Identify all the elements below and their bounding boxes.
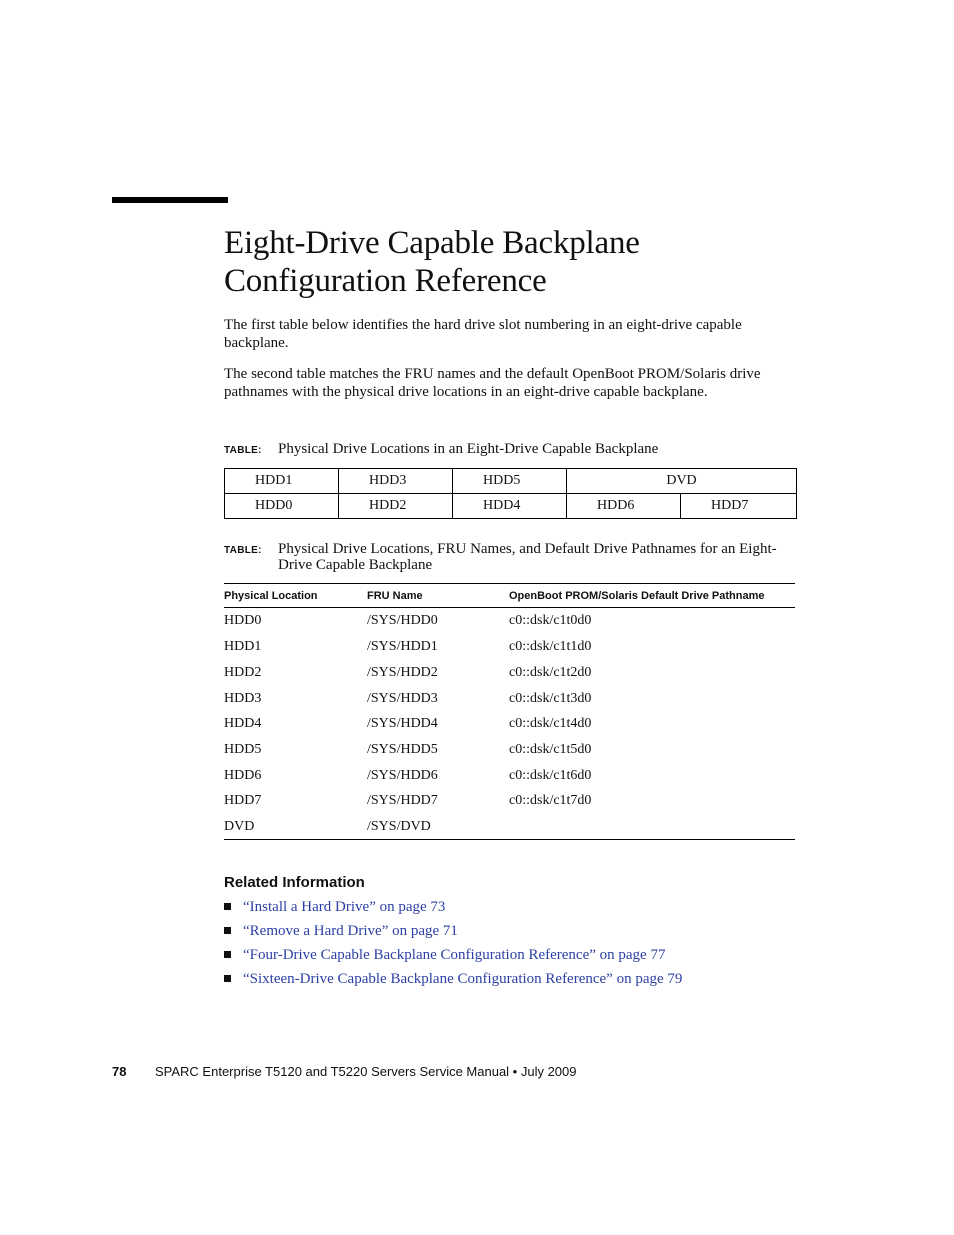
slot-cell: HDD7 — [681, 494, 797, 519]
table-row — [224, 613, 795, 638]
slot-cell: HDD6 — [567, 494, 681, 519]
cell-pathname: c0::dsk/c1t0d0 — [509, 613, 592, 628]
square-bullet-icon — [224, 975, 231, 982]
cell-fru-name: /SYS/HDD7 — [367, 793, 438, 808]
slot-cell: HDD1 — [225, 469, 339, 494]
page-number: 78 — [112, 1064, 127, 1079]
cell-location: HDD3 — [224, 691, 262, 706]
drive-slot-row-bottom — [225, 494, 797, 519]
cell-pathname: c0::dsk/c1t6d0 — [509, 768, 592, 783]
cell-location: HDD4 — [224, 716, 262, 731]
drive-slot-table — [224, 468, 797, 519]
table1-caption-tag: TABLE: — [224, 445, 262, 456]
link-install-hard-drive[interactable]: “Install a Hard Drive” on page 73 — [243, 899, 446, 915]
header-pathname: OpenBoot PROM/Solaris Default Drive Pathname — [509, 590, 765, 602]
table-top-rule — [224, 583, 795, 584]
table1-caption-text: Physical Drive Locations in an Eight-Drive Capable Backplane — [278, 441, 659, 457]
header-fru-name: FRU Name — [367, 590, 423, 602]
cell-fru-name: /SYS/HDD5 — [367, 742, 438, 757]
cell-pathname: c0::dsk/c1t4d0 — [509, 716, 592, 731]
cell-pathname: c0::dsk/c1t7d0 — [509, 793, 592, 808]
table-row — [224, 768, 795, 793]
slot-cell: HDD2 — [339, 494, 453, 519]
slot-cell: HDD5 — [453, 469, 567, 494]
table2-caption-tag: TABLE: — [224, 545, 262, 556]
header-physical-location: Physical Location — [224, 590, 318, 602]
cell-fru-name: /SYS/HDD3 — [367, 691, 438, 706]
link-remove-hard-drive[interactable]: “Remove a Hard Drive” on page 71 — [243, 923, 458, 939]
footer-text: SPARC Enterprise T5120 and T5220 Servers Service Manual • July 2009 — [155, 1064, 577, 1079]
cell-location: HDD0 — [224, 613, 262, 628]
cell-location: HDD7 — [224, 793, 262, 808]
cell-location: HDD6 — [224, 768, 262, 783]
intro-paragraph-1: The first table below identifies the hard drive slot numbering in an eight-drive capable backplane. — [224, 317, 742, 351]
cell-location: DVD — [224, 819, 255, 834]
table-bottom-rule — [224, 839, 795, 840]
drive-slot-row-top — [225, 469, 797, 494]
table-row — [224, 793, 795, 818]
cell-fru-name: /SYS/HDD6 — [367, 768, 438, 783]
cell-pathname: c0::dsk/c1t5d0 — [509, 742, 592, 757]
square-bullet-icon — [224, 927, 231, 934]
cell-fru-name: /SYS/HDD2 — [367, 665, 438, 680]
table-header-rule — [224, 607, 795, 608]
slot-cell: HDD0 — [225, 494, 339, 519]
link-four-drive-backplane[interactable]: “Four-Drive Capable Backplane Configuration Reference” on page 77 — [243, 947, 666, 963]
related-information-heading: Related Information — [224, 874, 365, 891]
cell-fru-name: /SYS/HDD1 — [367, 639, 438, 654]
cell-pathname: c0::dsk/c1t2d0 — [509, 665, 592, 680]
title-line-2: Configuration Reference — [224, 263, 547, 299]
page-title — [224, 224, 864, 300]
cell-location: HDD1 — [224, 639, 262, 654]
table-row — [224, 639, 795, 664]
intro-paragraph-2: The second table matches the FRU names and the default OpenBoot PROM/Solaris drive pathnames with the physical drive locations in an eight-drive capable backplane. — [224, 366, 761, 400]
table2-caption-text: Physical Drive Locations, FRU Names, and Default Drive Pathnames for an Eight-Drive Capable Backplane — [278, 541, 777, 573]
link-sixteen-drive-backplane[interactable]: “Sixteen-Drive Capable Backplane Configuration Reference” on page 79 — [243, 971, 683, 987]
title-line-1: Eight-Drive Capable Backplane — [224, 225, 640, 261]
slot-cell: HDD4 — [453, 494, 567, 519]
cell-location: HDD5 — [224, 742, 262, 757]
cell-location: HDD2 — [224, 665, 262, 680]
cell-pathname: c0::dsk/c1t1d0 — [509, 639, 592, 654]
square-bullet-icon — [224, 951, 231, 958]
table-row — [224, 819, 795, 844]
cell-fru-name: /SYS/HDD4 — [367, 716, 438, 731]
table-row — [224, 742, 795, 767]
cell-fru-name: /SYS/HDD0 — [367, 613, 438, 628]
cell-pathname: c0::dsk/c1t3d0 — [509, 691, 592, 706]
table-row — [224, 691, 795, 716]
chapter-rule — [112, 197, 228, 203]
square-bullet-icon — [224, 903, 231, 910]
slot-cell: HDD3 — [339, 469, 453, 494]
table-row — [224, 665, 795, 690]
slot-cell-dvd: DVD — [567, 469, 797, 494]
table-row — [224, 716, 795, 741]
cell-fru-name: /SYS/DVD — [367, 819, 431, 834]
